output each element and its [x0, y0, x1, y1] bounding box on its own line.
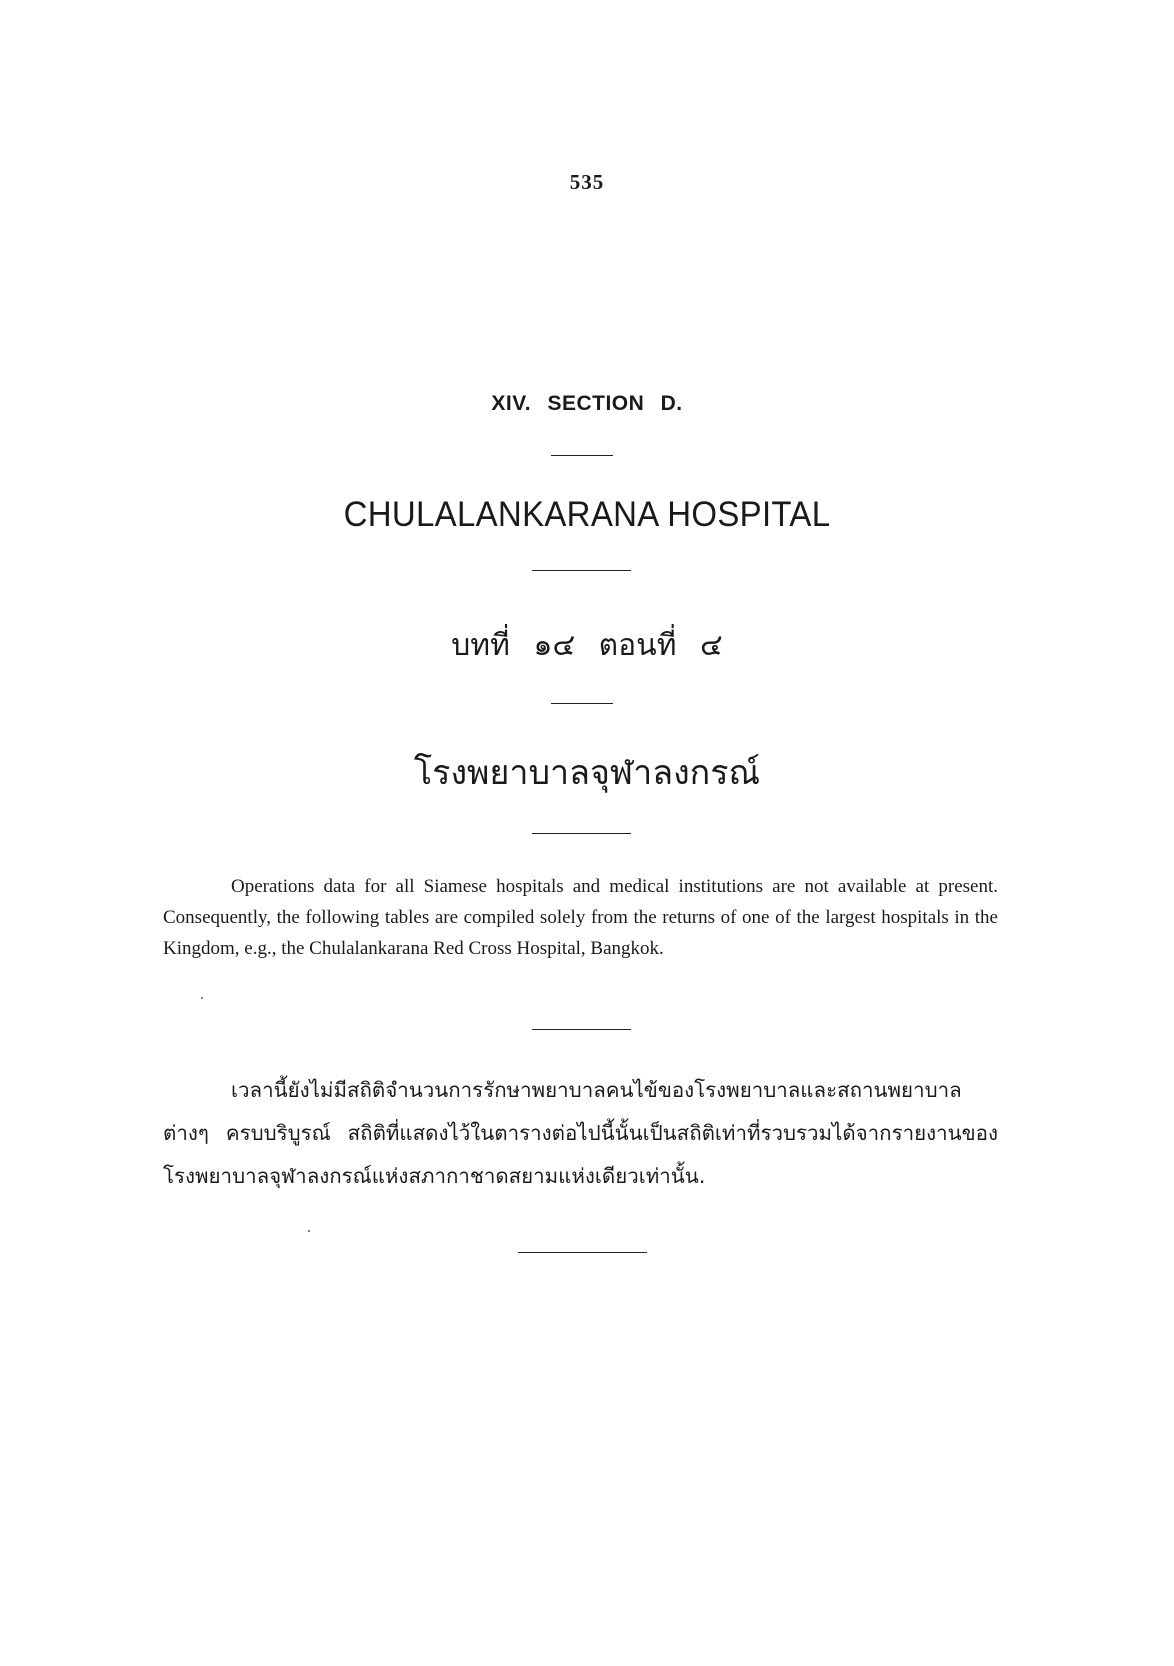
divider-rule	[518, 1252, 647, 1253]
divider-rule	[551, 703, 613, 704]
thai-chapter-heading: บทที่ ๑๔ ตอนที่ ๔	[451, 628, 723, 663]
thai-hospital-title: โรงพยาบาลจุฬาลงกรณ์	[413, 753, 761, 793]
divider-rule	[532, 1029, 631, 1030]
divider-rule	[532, 833, 631, 834]
english-paragraph: Operations data for all Siamese hospitals and medical institutions are not available at present. Consequently, the following tables are compiled solely from the returns of one of the largest hospitals in the Kingdom, e.g., the Chulalankarana Red Cross Hospital, Bangkok.	[163, 876, 998, 959]
thai-paragraph: เวลานี้ยังไม่มีสถิติจำนวนการรักษาพยาบาลคนไข้ของโรงพยาบาลและสถานพยาบาลต่างๆ ครบบริบูรณ์ สถิติที่แสดงไว้ในตารางต่อไปนี้นั้นเป็นสถิติเท่าที่รวบรวมได้จากรายงานของโรงพยาบาลจุฬาลงกรณ์แห่งสภากาชาดสยามแห่งเดียวเท่านั้น.	[163, 1078, 998, 1188]
divider-rule	[551, 455, 613, 456]
scan-speck	[308, 1230, 310, 1232]
section-heading: XIV. SECTION D.	[491, 392, 683, 415]
scan-speck	[201, 997, 203, 999]
page-number: 535	[569, 170, 605, 194]
divider-rule	[532, 570, 631, 571]
hospital-title: CHULALANKARANA HOSPITAL	[343, 493, 831, 534]
